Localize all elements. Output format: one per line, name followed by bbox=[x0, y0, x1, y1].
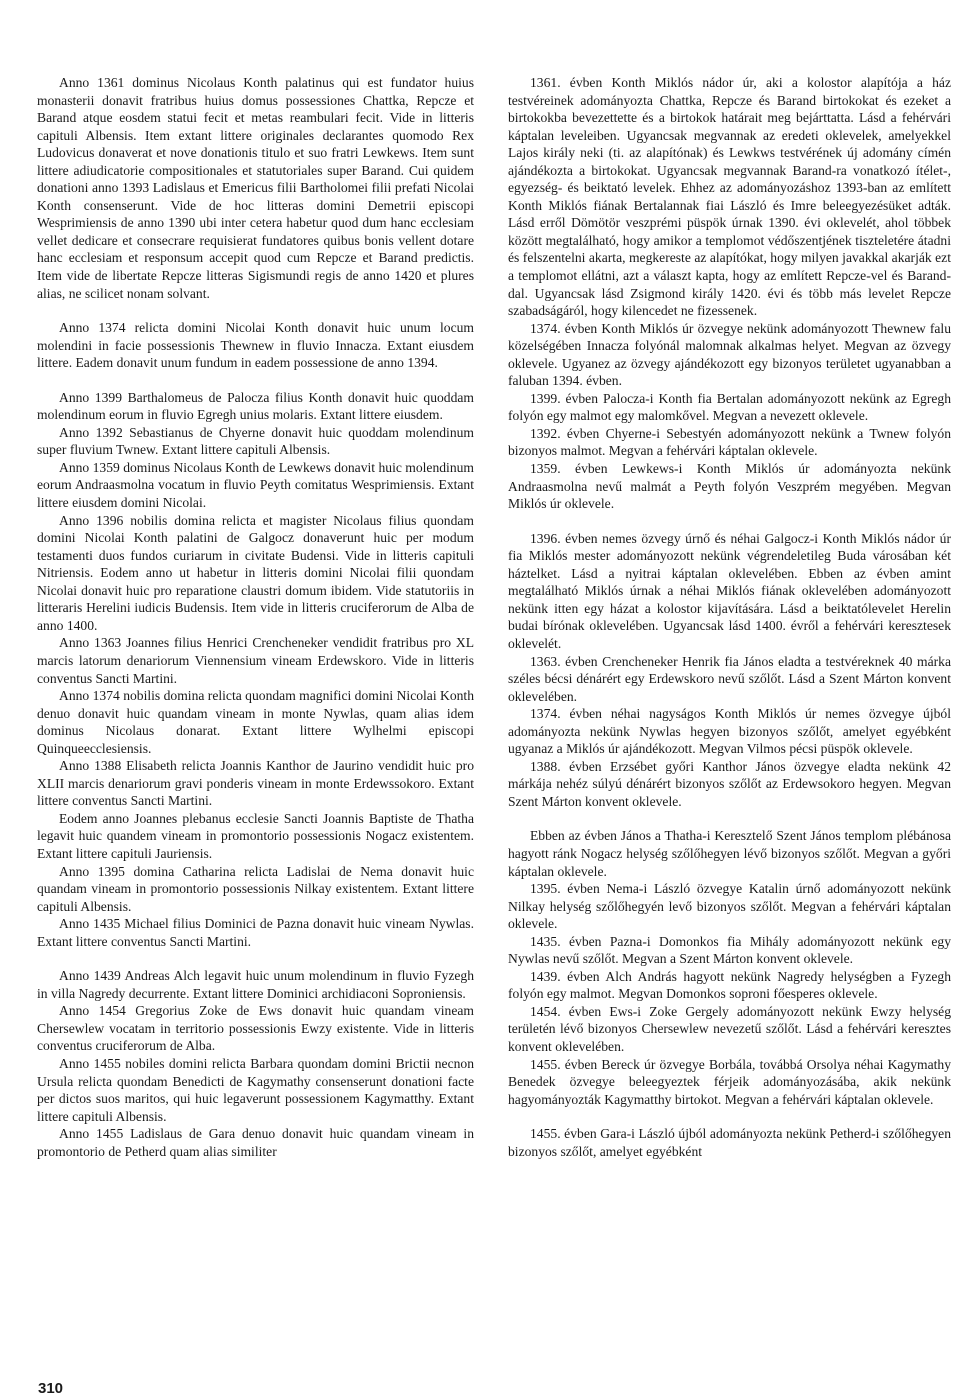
hungarian-paragraph: 1374. évben Konth Miklós úr özvegye nekünk adományozott Thewnew falu közelségében Innacza folyónál malomnak alkalmas helyet. Megvan az özvegy oklevele. Ugyanez az özvegy ajándékozott egy bizonyos területet ugyanabban a faluban 1394. évben. bbox=[508, 320, 951, 389]
latin-paragraph: Anno 1395 domina Catharina relicta Ladislai de Nema donavit huic quandam vineam in promontorio possessionis Nilkay existentem. Extant littere capituli Albensis. bbox=[37, 863, 474, 914]
paragraph-gap bbox=[37, 302, 474, 319]
latin-paragraph: Anno 1363 Joannes filius Henrici Crencheneker vendidit fratribus pro XL marcis latorum denariorum Viennensium vineam Erdewskoro. Vide in litteris conventus Sancti Martini. bbox=[37, 635, 474, 686]
latin-paragraph: Anno 1435 Michael filius Dominici de Pazna donavit huic vineam Nywlas. Extant littere conventus Sancti Martini. bbox=[37, 916, 474, 949]
latin-paragraph: Anno 1454 Gregorius Zoke de Ews donavit huic quandam vineam Chersewlew vocatam in territorio possessionis Ewzy existente. Vide in litteris conventus cruciferorum de Alba. bbox=[37, 1003, 474, 1054]
hungarian-paragraph: 1392. évben Chyerne-i Sebestyén adományozott nekünk a Twnew folyón bizonyos malmot. Megvan a fehérvári káptalan oklevele. bbox=[508, 425, 951, 459]
hungarian-paragraph: 1359. évben Lewkews-i Konth Miklós úr adományozta nekünk Andraasmolna nevű malmát a Peyth folyón Veszprém megyében. Megvan Miklós úr oklevele. bbox=[508, 461, 951, 512]
hungarian-paragraph: 1435. évben Pazna-i Domonkos fia Mihály adományozott nekünk egy Nywlas nevű szőlőt. Megvan a Szent Márton konvent oklevele. bbox=[508, 933, 951, 967]
hungarian-paragraph: 1361. évben Konth Miklós nádor úr, aki a kolostor alapítója a ház testvéreinek adományozta Chattka, Repcze és Barand birtokokat és ezeket a birtokokba bevezettette és a birtokok határait meg bejárttatta. Lásd a fehérvári káptalan leveleiben. Ugyancsak megvannak az eredeti oklevelek, amelyekkel Lajos király neki (ti. az alapítónak) és Lewkws testvérének új adomány címén ajándékozta a birtokokat. Ugyancsak megvannak Barand-ra vonatkozó ítélet-, egyezség- és beiktató levelek. Ehhez az adományozáshoz 1393-ban az említett Konth Miklós fiának Bertalannak fiai László és Imre beleegyezésüket adták. Lásd erről Dömötör veszprémi püspök úrnak 1390. évi oklevelét, ahol többek között megtalálható, hogy amikor a templomot védőszentjének tiszteletére átadni és felszentelni akarta, megkereste az alapítókat, hogy milyen javakkal akarják ezt a templomot ellátni, azt a választ kapta, hogy az említett Repcze-vel és Barand-dal. Ugyancsak lásd Zsigmond király 1420. évi és több más levelet Repcze szabadságáról, hogy kilencedet ne fizessenek. bbox=[508, 75, 951, 319]
paragraph-gap bbox=[508, 1108, 951, 1125]
hungarian-paragraph: 1374. évben néhai nagyságos Konth Miklós úr nemes özvegye újból adományozta nekünk Nywlas hegyen bizonyos szőlőt, amelyet egyébként ugyanaz a Miklós úr ajándékozott. Megvan Vilmos pécsi püspök oklevele. bbox=[508, 706, 951, 757]
paragraph-gap bbox=[508, 810, 951, 827]
latin-paragraph: Anno 1374 relicta domini Nicolai Konth donavit huic unum locum molendini in facie possessionis Thewnew in fluvio Innacza. Extant eiusdem littere. Eadem donavit unum fundum in eadem possessione de anno 1394. bbox=[37, 320, 474, 371]
latin-paragraph: Anno 1361 dominus Nicolaus Konth palatinus qui est fundator huius monasterii donavit fratribus huius domus possessiones Chattka, Repcze et Barand atque eosdem statui fecit et metas reambulari fecit. Vide in litteris capituli Albensis. Item extant littere originales declarantes quomodo Rex Ludovicus donaverat et nove donationis titulo et suo fratri Lewkews. Item sunt littere adiudicatorie compositionales et statutoriales super Barand. Cui quidem donationi anno 1393 Ladislaus et Emericus filii Bartholomei filii prefati Nicolai Konth consenserunt. Vide de hoc litteras domini Demetrii episcopi Wesprimiensis de anno 1390 ubi inter cetera habetur quod dum hanc ecclesiam vellet dedicare et consecrare requisierat fundatores quibus bonis vellent dotare hanc ecclesiam et responsum accepit quod cum Repcze et Barand predictis. Item vide de libertate Repcze litteras Sigismundi regis de anno 1420 et plures alias, ne scilicet nonam solvant. bbox=[37, 75, 474, 301]
hungarian-paragraph: Ebben az évben János a Thatha-i Keresztelő Szent János templom plébánosa hagyott ránk Nogacz helység szőlőhegyen lévő bizonyos szőlőt. Megvan a győri káptalan oklevele. bbox=[508, 828, 951, 879]
right-column bbox=[508, 74, 951, 1160]
hungarian-paragraph: 1439. évben Alch András hagyott nekünk Nagredy helységben a Fyzegh folyón egy malmot. Megvan Domonkos soproni főesperes oklevele. bbox=[508, 968, 951, 1002]
latin-paragraph: Anno 1359 dominus Nicolaus Konth de Lewkews donavit huic molendinum eorum Andraasmolna vocatum in fluvio Peyth comitatus Wesprimiensis. Extant littere eiusdem domini Nicolai. bbox=[37, 459, 474, 511]
latin-paragraph: Anno 1455 Ladislaus de Gara denuo donavit huic quandam vineam in promontorio de Petherd quam alias similiter bbox=[37, 1126, 474, 1159]
latin-paragraph: Eodem anno Joannes plebanus ecclesie Sancti Joannis Baptiste de Thatha legavit huic quandem vineam in promontorio possessionis Nogacz existentem. Extant littere capituli Jauriensis. bbox=[37, 810, 474, 861]
hungarian-paragraph: 1455. évben Bereck úr özvegye Borbála, továbbá Orsolya néhai Kagymathy Benedek özvegye beleegyeztek férjeik adományozásába, akik nekünk hagyományozták Kagymatthy birtokot. Megvan a fehérvári káptalan oklevele. bbox=[508, 1056, 951, 1107]
latin-paragraph: Anno 1439 Andreas Alch legavit huic unum molendinum in fluvio Fyzegh in villa Nagredy decurrente. Extant littere Dominici archidiaconi Soproniensis. bbox=[37, 968, 474, 1001]
hungarian-paragraph: 1363. évben Crencheneker Henrik fia János eladta a testvéreknek 40 márka széles bécsi dénárért egy Erdewskoro nevű szőlőt. Lásd a Szent Márton konvent oklevelében. bbox=[508, 653, 951, 704]
paragraph-gap bbox=[37, 372, 474, 389]
hungarian-paragraph: 1454. évben Ews-i Zoke Gergely adományozott nekünk Ewzy helység területén lévő bizonyos Chersewlew nevezetű szőlőt. Lásd a fehérvári keresztes konvent oklevelében. bbox=[508, 1003, 951, 1054]
latin-paragraph: Anno 1374 nobilis domina relicta quondam magnifici domini Nicolai Konth denuo donavit huic quandam vineam in monte Nywlas, quam alias idem dominus Nicolaus donarat. Extant littere Wylhelmi episcopi Quinqueecclesiensis. bbox=[37, 688, 474, 756]
hungarian-paragraph: 1388. évben Erzsébet győri Kanthor János özvegye eladta nekünk 42 márkája nehéz súlyú dénárért bizonyos szőlőt az Erdewsokoro hegyen. Megvan Szent Márton konvent oklevele. bbox=[508, 758, 951, 809]
latin-paragraph: Anno 1455 nobiles domini relicta Barbara quondam domini Brictii necnon Ursula relicta quondam Benedicti de Kagymathy consenserunt donationi facte per dictos suos maritos, qui huic legaverunt possessionem Kagymatthy. Extant littere capituli Albensis. bbox=[37, 1055, 474, 1124]
hungarian-paragraph: 1396. évben nemes özvegy úrnő és néhai Galgocz-i Konth Miklós nádor úr fia Miklós mester adományozott nekünk végrendeletileg Buda városában két háztelket. Lásd a nyitrai káptalan oklevelében. Ebben az évben amint megtalálható Miklós úrnak a néhai Miklós fiának oklevelében adományozott nekünk itten egy házat a kolostor kijavítására. Lásd a beiktatólevelet Herelin budai bírónak oklevelében. Ugyancsak lásd 1400. évről a fehérvári keresztesek oklevelét. bbox=[508, 530, 951, 651]
latin-paragraph: Anno 1399 Barthalomeus de Palocza filius Konth donavit huic quoddam molendinum eorum in fluvio Egregh unius molaris. Extant littere eiusdem. bbox=[37, 389, 474, 423]
latin-paragraph: Anno 1388 Elisabeth relicta Joannis Kanthor de Jaurino vendidit huic pro XLII marcis denariorum gravi ponderis vineam in monte Erdewssokoro. Extant littere conventus Sancti Martini. bbox=[37, 758, 474, 809]
latin-paragraph: Anno 1392 Sebastianus de Chyerne donavit huic quoddam molendinum super fluvium Twnew. Extant littere capituli Albensis. bbox=[37, 424, 474, 458]
paragraph-gap bbox=[37, 950, 474, 967]
hungarian-paragraph: 1395. évben Nema-i László özvegye Katalin úrnő adományozott nekünk Nilkay helység szőlőhegyén levő bizonyos szőlőt. Megvan a fehérvári káptalan oklevele. bbox=[508, 881, 951, 932]
hungarian-paragraph: 1399. évben Palocza-i Konth fia Bertalan adományozott nekünk az Egregh folyón egy malmot egy malomkővel. Megvan a nevezett oklevele. bbox=[508, 390, 951, 424]
latin-paragraph: Anno 1396 nobilis domina relicta et magister Nicolaus filius quondam domini Nicolai Konth palatini de Galgocz donaverunt huic per modum testamenti duos fundos curiarum in civitate Budensi. Vide in litteris capituli Nitriensis. Eodem anno ut habetur in litteris domini Nicolai filii quondam Nicolai donavit huic pro reparatione claustri domum ibidem. Vide statutoriis in litteraris Herelini iudicis Budensis. Item vide in litteris cruciferorum de Alba de anno 1400. bbox=[37, 512, 474, 633]
paragraph-gap bbox=[508, 513, 951, 530]
page-number: 310 bbox=[38, 1380, 64, 1397]
hungarian-paragraph: 1455. évben Gara-i László újból adományozta nekünk Petherd-i szőlőhegyen bizonyos szőlőt, amelyet egyébként bbox=[508, 1126, 951, 1159]
left-column bbox=[37, 74, 474, 1160]
